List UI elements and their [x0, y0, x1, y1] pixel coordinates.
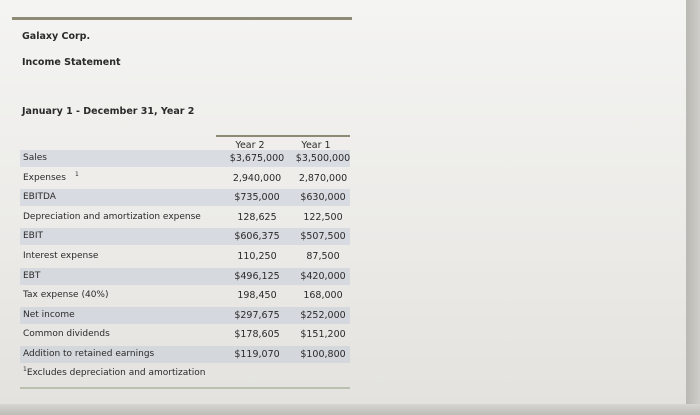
year2-value: $606,375	[234, 231, 280, 243]
row-label: Sales	[23, 153, 47, 163]
table-row	[20, 268, 350, 285]
row-label: Expenses	[23, 172, 66, 183]
year1-value: $252,000	[300, 309, 346, 321]
year2-value: 110,250	[237, 251, 277, 262]
table-row	[20, 326, 350, 343]
row-label: Interest expense	[23, 251, 99, 261]
year1-value: $420,000	[300, 270, 346, 282]
table-row	[20, 170, 350, 187]
row-label: Net income	[23, 309, 75, 320]
footnote-text: Excludes depreciation and amortization	[26, 368, 206, 378]
footnote-marker: 1	[23, 366, 27, 373]
expenses-footnote-marker: 1	[75, 170, 79, 178]
year1-value: $100,800	[300, 349, 346, 360]
row-label: Common dividends	[23, 329, 110, 340]
year1-value: 122,500	[303, 211, 343, 223]
page-edge-bottom	[0, 404, 700, 415]
column-header-year2: Year 2	[235, 140, 265, 151]
table-row	[20, 150, 350, 167]
year2-value: $119,070	[234, 349, 280, 360]
statement-title: Income Statement	[22, 57, 121, 68]
table-row	[20, 209, 350, 226]
year2-value: 198,450	[237, 290, 277, 302]
year1-value: $630,000	[300, 192, 346, 204]
year2-value: $3,675,000	[229, 153, 285, 164]
row-label: Addition to retained earnings	[23, 349, 155, 359]
table-row	[20, 248, 350, 265]
table-row	[20, 228, 350, 245]
year1-value: 87,500	[306, 251, 340, 262]
year1-value: 2,870,000	[298, 172, 348, 184]
table-row	[20, 346, 350, 363]
year2-value: $496,125	[234, 270, 280, 282]
year2-value: $735,000	[234, 192, 280, 204]
year1-value: 168,000	[303, 290, 343, 302]
year2-value: $178,605	[234, 329, 280, 341]
table-header-rule	[216, 135, 350, 137]
year1-value: $507,500	[300, 231, 346, 243]
row-label: EBT	[23, 270, 41, 281]
table-row	[20, 307, 350, 324]
company-name: Galaxy Corp.	[22, 31, 91, 42]
year2-value: 128,625	[237, 211, 277, 223]
column-header-year1: Year 1	[301, 140, 331, 151]
footnote	[23, 366, 206, 378]
row-label: Tax expense (40%)	[23, 290, 109, 301]
year1-value: $3,500,000	[295, 153, 351, 164]
page-edge-right	[686, 0, 700, 415]
row-label: EBIT	[23, 231, 44, 242]
year1-value: $151,200	[300, 329, 346, 341]
top-rule	[12, 17, 352, 20]
year2-value: $297,675	[234, 309, 280, 321]
table-row	[20, 287, 350, 304]
table-row	[20, 189, 350, 206]
bottom-rule	[20, 387, 350, 389]
row-label: EBITDA	[23, 192, 56, 203]
row-label: Depreciation and amortization expense	[23, 211, 201, 222]
statement-period: January 1 - December 31, Year 2	[22, 106, 195, 117]
year2-value: 2,940,000	[232, 172, 282, 184]
